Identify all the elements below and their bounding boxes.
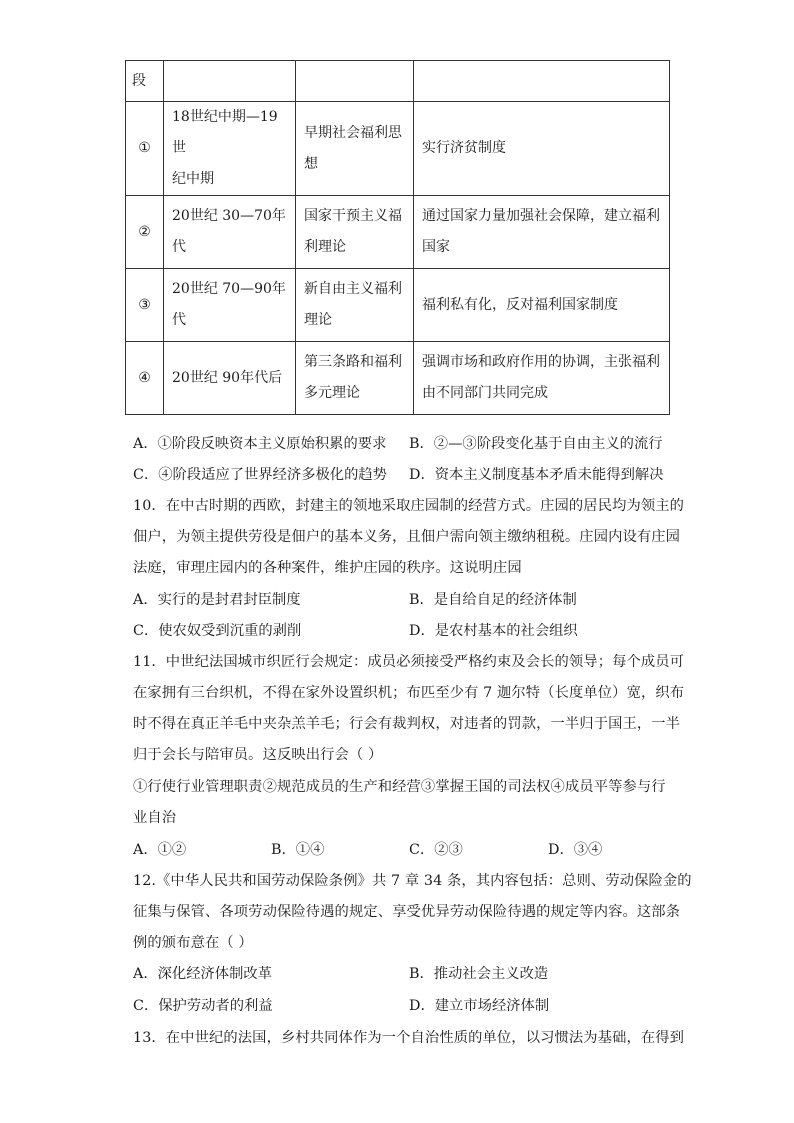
q11-stem-line: 在家拥有三台织机，不得在家外设置织机；布匹至少有 7 迦尔特（长度单位）宽，织布	[133, 685, 685, 701]
q10-option-c: C．使农奴受到沉重的剥削	[133, 623, 302, 639]
q11-option-a: A．①②	[133, 842, 187, 858]
stage-theory: 国家干预主义福 利理论	[296, 196, 414, 269]
stage-number: ②	[126, 196, 164, 269]
q10-stem-line: 佃户，为领主提供劳役是佃户的基本义务，且佃户需向领主缴纳租税。庄园内设有庄园	[133, 529, 681, 545]
stage-number: ③	[126, 269, 164, 342]
stage-period: 20世纪 70—90年 代	[164, 269, 296, 342]
q9-option-c: C．④阶段适应了世界经济多极化的趋势	[133, 467, 387, 483]
q9-option-d: D．资本主义制度基本矛盾未能得到解决	[409, 467, 664, 483]
stage-theory: 第三条路和福利 多元理论	[296, 342, 414, 415]
stage-theory: 新自由主义福利 理论	[296, 269, 414, 342]
q12-option-c: C．保护劳动者的利益	[133, 998, 273, 1014]
table-cell	[414, 61, 670, 102]
table-row	[126, 342, 670, 415]
q12-stem-line: 征集与保管、各项劳动保险待遇的规定、享受优异劳动保险待遇的规定等内容。这部条	[133, 904, 681, 920]
table-cell	[296, 61, 414, 102]
stage-number: ①	[126, 102, 164, 196]
q11-stem-line: 归于会长与陪审员。这反映出行会（ ）	[133, 747, 383, 763]
stage-content: 强调市场和政府作用的协调，主张福利 由不同部门共同完成	[414, 342, 670, 415]
stage-period: 20世纪 90年代后	[164, 342, 296, 415]
q11-option-b: B．①④	[271, 842, 325, 858]
stage-period: 18世纪中期—19世 纪中期	[164, 102, 296, 196]
stage-content: 通过国家力量加强社会保障，建立福利 国家	[414, 196, 670, 269]
table-row	[126, 61, 670, 102]
q10-stem-line: 法庭，审理庄园内的各种案件，维护庄园的秩序。这说明庄园	[133, 560, 522, 576]
q12-option-a: A．深化经济体制改革	[133, 966, 272, 982]
q11-statement-line: ①行使行业管理职责②规范成员的生产和经营③掌握王国的司法权④成员平等参与行	[133, 779, 666, 795]
table-cell	[164, 61, 296, 102]
q10-option-d: D．是农村基本的社会组织	[409, 623, 578, 639]
q12-stem-line: 12.《中华人民共和国劳动保险条例》共 7 章 34 条，其内容包括：总则、劳动保险金的	[133, 873, 692, 889]
table-row	[126, 102, 670, 196]
q11-stem-line: 时不得在真正羊毛中夹杂羔羊毛；行会有裁判权，对违者的罚款，一半归于国王，一半	[133, 716, 681, 732]
q10-stem-line: 10．在中古时期的西欧，封建主的领地采取庄园制的经营方式。庄园的居民均为领主的	[133, 498, 685, 514]
q10-option-b: B．是自给自足的经济体制	[409, 592, 577, 608]
welfare-stage-table	[125, 60, 670, 415]
q12-option-d: D．建立市场经济体制	[409, 998, 550, 1014]
table-row	[126, 269, 670, 342]
stage-period: 20世纪 30—70年 代	[164, 196, 296, 269]
q11-option-d: D．③④	[548, 842, 603, 858]
stage-number: ④	[126, 342, 164, 415]
q12-option-b: B．推动社会主义改造	[409, 966, 549, 982]
q9-option-a: A．①阶段反映资本主义原始积累的要求	[133, 436, 387, 452]
q11-option-c: C．②③	[409, 842, 463, 858]
table-cell: 段	[126, 61, 164, 102]
stage-content: 福利私有化，反对福利国家制度	[414, 269, 670, 342]
q10-option-a: A．实行的是封君封臣制度	[133, 592, 301, 608]
q9-option-b: B．②—③阶段变化基于自由主义的流行	[409, 436, 663, 452]
q11-stem-line: 11．中世纪法国城市织匠行会规定：成员必须接受严格约束及会长的领导；每个成员可	[133, 654, 685, 670]
q13-stem-line: 13．在中世纪的法国，乡村共同体作为一个自治性质的单位，以习惯法为基础，在得到	[133, 1030, 685, 1046]
q11-statement-line: 业自治	[133, 810, 177, 826]
table-row	[126, 196, 670, 269]
stage-content: 实行济贫制度	[414, 102, 670, 196]
q12-stem-line: 例的颁布意在（ ）	[133, 935, 253, 951]
stage-theory: 早期社会福利思 想	[296, 102, 414, 196]
